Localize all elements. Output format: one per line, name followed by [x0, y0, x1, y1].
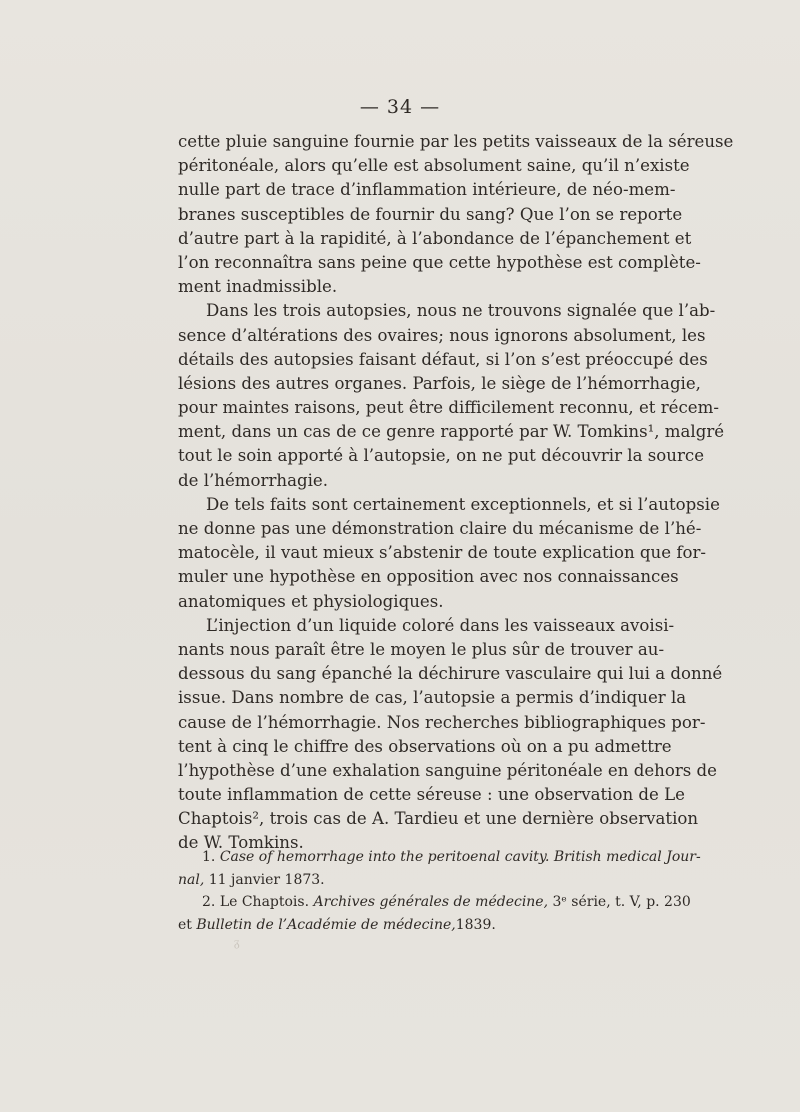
text-line: nants nous paraît être le moyen le plus sûr de trouver au- — [178, 639, 665, 659]
text-line: muler une hypothèse en opposition avec nos connaissances — [178, 567, 679, 587]
text-line: de l’hémorrhagie. — [178, 470, 329, 490]
text-line: ment, dans un cas de ce genre rapporté par W. Tomkins¹, malgré — [178, 422, 725, 442]
footnotes — [178, 846, 701, 936]
text-line: Chaptois², trois cas de A. Tardieu et une dernière observation — [178, 809, 699, 829]
footnote-title-cont: nal, — [178, 871, 205, 888]
text-line: tent à cinq le chiffre des observations où on a pu admettre — [178, 736, 672, 756]
footnote-details: 3ᵉ série, t. V, p. 230 — [552, 894, 691, 910]
show-through-mark: ᵹ — [234, 935, 240, 949]
text-line: ment inadmissible. — [178, 277, 338, 297]
text-line: d’autre part à la rapidité, à l’abondance de l’épanchement et — [178, 228, 692, 248]
text-line: issue. Dans nombre de cas, l’autopsie a permis d’indiquer la — [178, 688, 687, 708]
text-line: Dans les trois autopsies, nous ne trouvons signalée que l’ab- — [206, 301, 716, 321]
text-line: l’hypothèse d’une exhalation sanguine péritonéale en dehors de — [178, 760, 717, 780]
text-line: sence d’altérations des ovaires; nous ignorons absolument, les — [178, 325, 706, 345]
text-line: lésions des autres organes. Parfois, le siège de l’hémorrhagie, — [178, 373, 701, 393]
text-line: ne donne pas une démonstration claire du mécanisme de l’hé- — [178, 519, 702, 538]
text-line: matocèle, il vaut mieux s’abstenir de toute explication que for- — [178, 543, 706, 563]
text-line: De tels faits sont certainement exceptionnels, et si l’autopsie — [206, 494, 720, 514]
footnote-2-cont — [178, 914, 658, 937]
footnote-2 — [178, 891, 691, 914]
body-text — [178, 130, 734, 856]
text-line: anatomiques et physiologiques. — [178, 591, 444, 611]
footnote-1 — [178, 846, 701, 869]
footnote-title: Case of hemorrhage into the peritoenal cavity. British medical Jour- — [219, 849, 701, 865]
text-line: toute inflammation de cette séreuse : une observation de Le — [178, 785, 685, 805]
footnote-date: 11 janvier 1873. — [208, 871, 325, 888]
text-line: L’injection d’un liquide coloré dans les vaisseaux avoisi- — [206, 615, 675, 635]
footnote-1-cont — [178, 869, 658, 892]
footnote-number: 1. — [202, 849, 216, 865]
footnote-year: 1839. — [455, 916, 496, 933]
footnote-journal: Archives générales de médecine, — [313, 894, 549, 910]
text-line: cause de l’hémorrhagie. Nos recherches bibliographiques por- — [178, 712, 706, 732]
text-line: tout le soin apporté à l’autopsie, on ne put découvrir la source — [178, 446, 705, 466]
text-line: cette pluie sanguine fournie par les petits vaisseaux de la séreuse — [178, 132, 734, 151]
footnote-and: et — [178, 916, 192, 933]
footnote-author: Le Chaptois. — [219, 894, 310, 910]
footnote-bulletin: Bulletin de l’Académie de médecine, — [196, 916, 456, 933]
text-line: l’on reconnaîtra sans peine que cette hypothèse est complète- — [178, 252, 701, 272]
text-line: branes susceptibles de fournir du sang? Que l’on se reporte — [178, 204, 683, 224]
page-number: — 34 — — [359, 96, 441, 118]
footnote-number: 2. — [202, 894, 216, 910]
text-line: détails des autopsies faisant défaut, si l’on s’est préoccupé des — [178, 349, 708, 369]
text-line: pour maintes raisons, peut être difficilement reconnu, et récem- — [178, 398, 719, 418]
text-line: nulle part de trace d’inflammation intérieure, de néo-mem- — [178, 180, 676, 200]
text-line: dessous du sang épanché la déchirure vasculaire qui lui a donné — [178, 664, 723, 684]
text-line: péritonéale, alors qu’elle est absolument saine, qu’il n’existe — [178, 156, 690, 176]
text-line: de W. Tomkins. — [178, 833, 304, 853]
